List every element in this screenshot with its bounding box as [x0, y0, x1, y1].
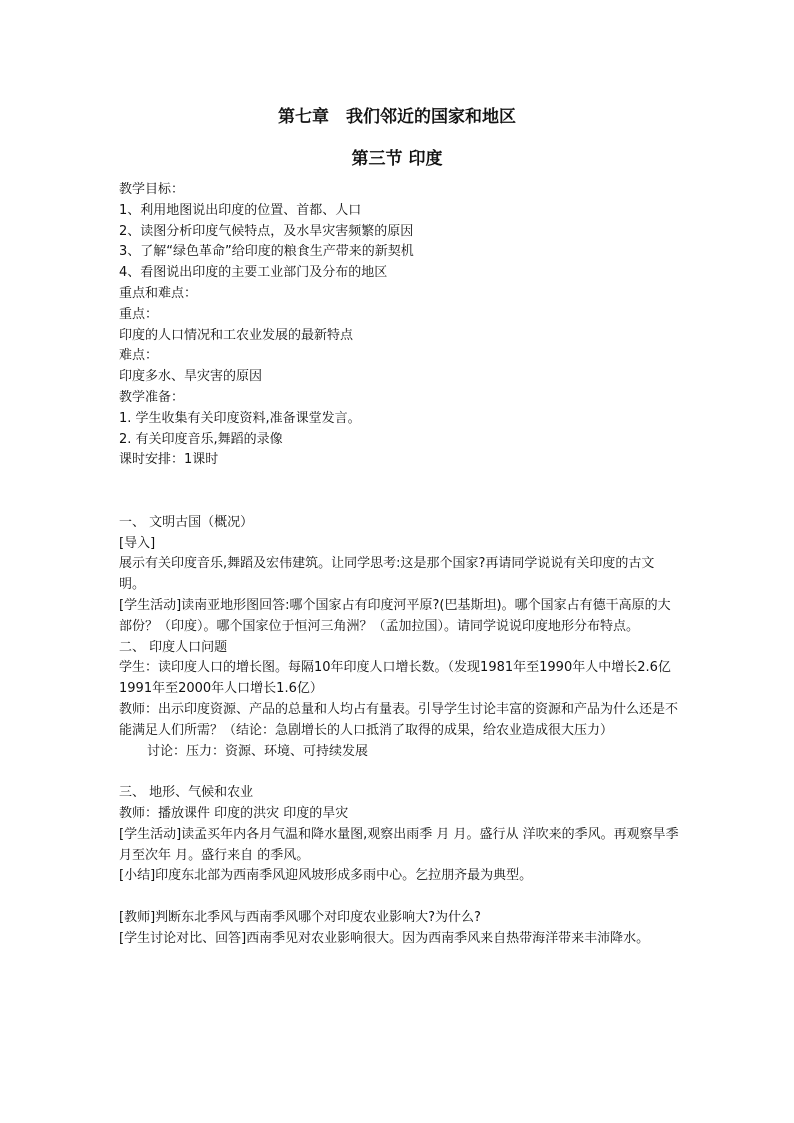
document-body	[119, 180, 679, 949]
section1-heading: 一、 文明古国（概况）	[119, 514, 254, 530]
section2-discussion-text: 讨论：压力：资源、环境、可持续发展	[147, 743, 369, 759]
section2-heading: 二、 印度人口问题	[119, 639, 228, 655]
section3-summary-text: [小结]印度东北部为西南季风迎风坡形成多雨中心。乞拉朋齐最为典型。	[119, 868, 533, 884]
section3-heading: 三、 地形、气候和农业	[119, 785, 254, 801]
section1-activity-text: [学生活动]读南亚地形图回答:哪个国家占有印度河平原?(巴基斯坦)。哪个国家占有德干高原的大部份？（印度）。哪个国家位于恒河三角洲？（孟加拉国）。请同学说说印度地形分布特点。	[119, 597, 671, 634]
section3-activity-text: [学生活动]读孟买年内各月气温和降水量图,观察出雨季 月 月。盛行从 洋吹来的季风。再观察旱季 月至次年 月。盛行来自 的季风。	[119, 826, 679, 863]
spacer	[119, 887, 679, 908]
section3-question-text: [教师]判断东北季风与西南季风哪个对印度农业影响大?为什么?	[119, 909, 481, 925]
preparation-heading: 教学准备：	[119, 389, 185, 405]
section1-intro-label: [导入]	[119, 535, 156, 551]
section-title: 第三节 印度	[351, 149, 443, 169]
schedule-text: 课时安排：1课时	[119, 452, 219, 468]
preparation-item: 1. 学生收集有关印度资料,准备课堂发言。	[119, 410, 361, 426]
objective-item: 4、看图说出印度的主要工业部门及分布的地区	[119, 265, 388, 281]
objective-item: 3、了解“绿色革命”给印度的粮食生产带来的新契机	[119, 244, 414, 260]
section3-answer-text: [学生讨论对比、回答]西南季见对农业影响很大。因为西南季风来自热带海洋带来丰沛降水。	[119, 930, 650, 946]
difficult-text: 印度多水、旱灾害的原因	[119, 369, 263, 385]
keypoints-heading: 重点和难点：	[119, 285, 198, 301]
spacer	[119, 471, 679, 513]
objectives-heading: 教学目标：	[119, 182, 185, 197]
key-text: 印度的人口情况和工农业发展的最新特点	[119, 327, 354, 343]
section2-teacher-text: 教师：出示印度资源、产品的总量和人均占有量表。引导学生讨论丰富的资源和产品为什么还是不能满足人们所需？（结论：急剧增长的人口抵消了取得的成果，给农业造成很大压力）	[119, 701, 679, 738]
section1-intro-text: 展示有关印度音乐,舞蹈及宏伟建筑。让同学思考:这是那个国家?再请同学说说有关印度的古文明。	[119, 556, 655, 593]
preparation-item: 2. 有关印度音乐,舞蹈的录像	[119, 431, 283, 447]
objective-item: 2、读图分析印度气候特点，及水旱灾害频繁的原因	[119, 223, 414, 239]
section2-student-text: 学生：读印度人口的增长图。每隔10年印度人口增长数。（发现1981年至1990年人中增长2.6亿 1991年至2000年人口增长1.6亿）	[119, 660, 671, 697]
spacer	[119, 762, 679, 783]
key-label: 重点：	[119, 306, 159, 322]
chapter-title: 第七章 我们邻近的国家和地区	[278, 107, 516, 127]
objective-item: 1、利用地图说出印度的位置、首都、人口	[119, 202, 362, 218]
difficult-label: 难点：	[119, 348, 159, 364]
section3-teacher-text: 教师：播放课件 印度的洪灾 印度的旱灾	[119, 805, 349, 821]
